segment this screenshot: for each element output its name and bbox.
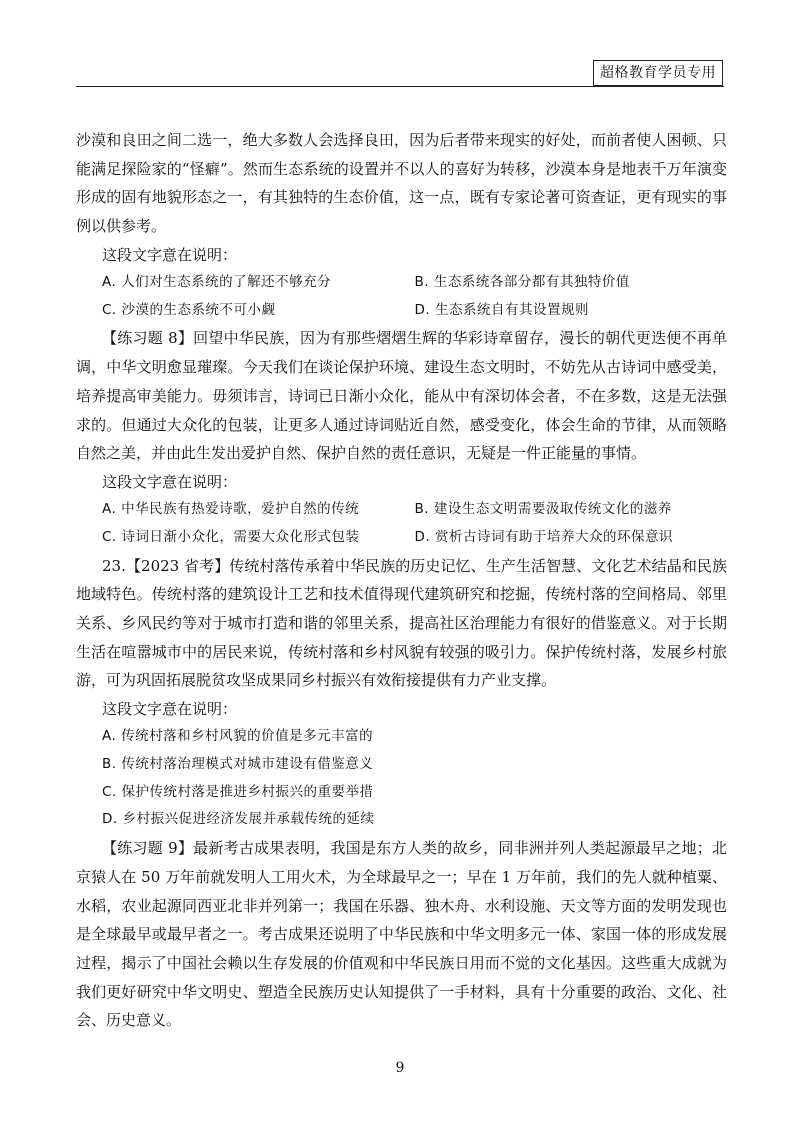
- options-2: [102, 496, 727, 552]
- paragraph-question-23: 23.【2023 省考】传统村落传承着中华民族的历史记忆、生产生活智慧、文化艺术结晶和民族地域特色。传统村落的建筑设计工艺和技术值得现代建筑研究和挖掘，传统村落的空间格局、邻里关系、乡风民约等对于城市打造和谐的邻里关系，提高社区治理能力有很好的借鉴意义。对于长期生活在喧嚣城市中的居民来说，传统村落和乡村风貌有较强的吸引力。保护传统村落，发展乡村旅游，可为巩固拓展脱贫攻坚成果同乡村振兴有效衔接提供有力产业支撑。: [76, 556, 727, 690]
- option-2-a: A. 中华民族有热爱诗歌，爱护自然的传统: [102, 500, 360, 517]
- option-3-a: A. 传统村落和乡村风貌的价值是多元丰富的: [102, 728, 374, 745]
- page-content: [76, 126, 727, 1035]
- question-prompt-3: 这段文字意在说明：: [102, 700, 238, 719]
- options-3: [102, 723, 727, 834]
- option-3-d: D. 乡村振兴促进经济发展并承载传统的延续: [102, 811, 375, 828]
- option-2-b: B. 建设生态文明需要汲取传统文化的滋养: [414, 500, 672, 517]
- options-1: [102, 269, 727, 325]
- option-3-c: C. 保护传统村落是推进乡村振兴的重要举措: [102, 783, 374, 800]
- option-2-d: D. 赏析古诗词有助于培养大众的环保意识: [414, 528, 673, 545]
- option-1-a: A. 人们对生态系统的了解还不够充分: [102, 273, 332, 290]
- option-2-c: C. 诗词日渐小众化，需要大众化形式包装: [102, 528, 360, 545]
- paragraph-exercise-8: 【练习题 8】回望中华民族，因为有那些熠熠生辉的华彩诗章留存，漫长的朝代更迭便不再单调，中华文明愈显璀璨。今天我们在谈论保护环境、建设生态文明时，不妨先从古诗词中感受美，培养提高审美能力。毋须讳言，诗词已日渐小众化，能从中有深切体会者，不在多数，这是无法强求的。但通过大众化的包装，让更多人通过诗词贴近自然，感受变化，体会生命的节律，从而领略自然之美，并由此生发出爱护自然、保护自然的责任意识，无疑是一件正能量的事情。: [76, 329, 727, 463]
- question-prompt-2: 这段文字意在说明：: [102, 472, 238, 491]
- option-1-c: C. 沙漠的生态系统不可小觑: [102, 301, 276, 318]
- question-prompt-1: 这段文字意在说明：: [102, 245, 238, 264]
- option-1-d: D. 生态系统自有其设置规则: [414, 301, 589, 318]
- paragraph-desert: 沙漠和良田之间二选一，绝大多数人会选择良田，因为后者带来现实的好处，而前者使人困顿、只能满足探险家的“怪癖”。然而生态系统的设置并不以人的喜好为转移，沙漠本身是地表千万年演变形成的固有地貌形态之一，有其独特的生态价值，这一点，既有专家论著可资查证，更有现实的事例以供参考。: [76, 131, 727, 236]
- paragraph-exercise-9: 【练习题 9】最新考古成果表明，我国是东方人类的故乡，同非洲并列人类起源最早之地；北京猿人在 50 万年前就发明人工用火术，为全球最早之一；早在 1 万年前，我们的先人就种植粟、水稻，农业起源同西亚北非并列第一；我国在乐器、独木舟、水利设施、天文等方面的发明发现也是全球最早或最早者之一。考古成果还说明了中华民族和中华文明多元一体、家国一体的形成发展过程，揭示了中国社会赖以生存发展的价值观和中华民族日用而不觉的文化基因。这些重大成就为我们更好研究中华文明史、塑造全民族历史认知提供了一手材料，具有十分重要的政治、文化、社会、历史意义。: [76, 839, 727, 1030]
- page-number: 9: [395, 1060, 405, 1076]
- option-3-b: B. 传统村落治理模式对城市建设有借鉴意义: [102, 755, 374, 772]
- header-badge: 超格教育学员专用: [593, 60, 723, 86]
- header-rule: [76, 86, 724, 87]
- option-1-b: B. 生态系统各部分都有其独特价值: [414, 273, 630, 290]
